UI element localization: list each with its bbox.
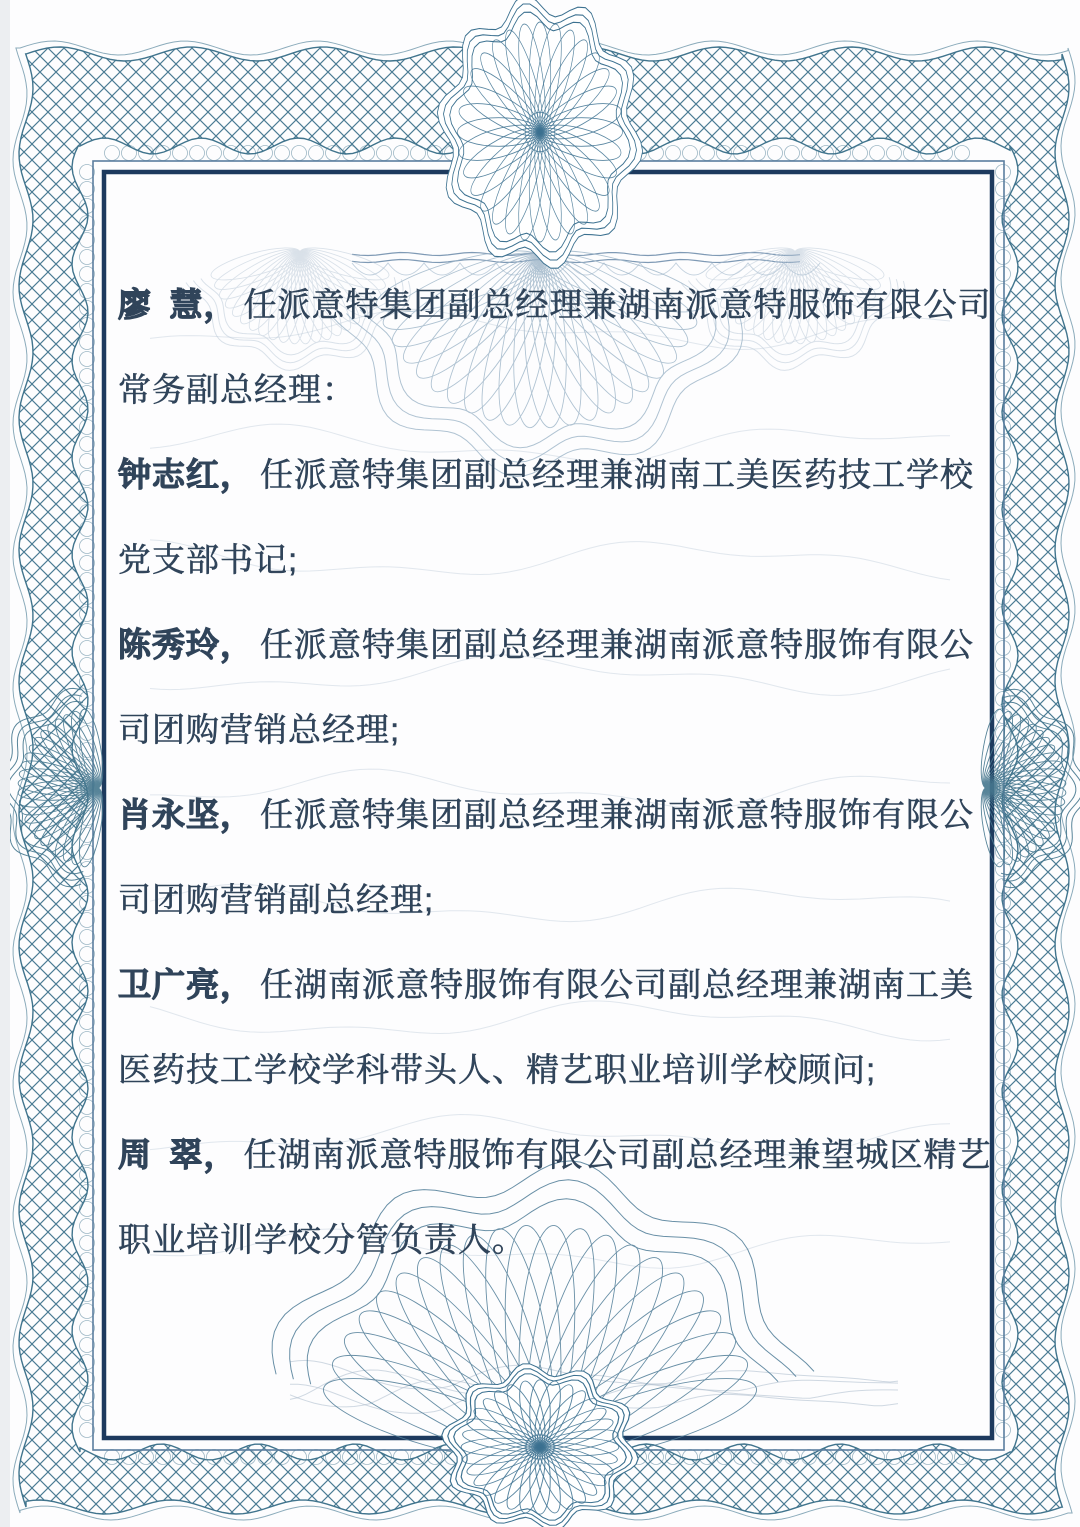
appointment-position: 任湖南派意特服饰有限公司副总经理兼湖南工美 xyxy=(260,966,974,1003)
appointee-name: 钟志红， xyxy=(118,456,254,493)
appointee-name: 廖 慧， xyxy=(118,286,238,323)
appointment-line: 党支部书记; xyxy=(118,541,299,578)
appointment-line: 司团购营销副总经理; xyxy=(118,881,435,918)
appointee-name: 周 翠， xyxy=(118,1136,238,1173)
appointment-position: 任派意特集团副总经理兼湖南派意特服饰有限公 xyxy=(260,796,974,833)
appointee-name: 卫广亮， xyxy=(118,966,254,1003)
appointment-position: 任派意特集团副总经理兼湖南派意特服饰有限公司 xyxy=(243,286,992,323)
appointment-line xyxy=(118,942,984,1027)
appointee-name: 肖永坚， xyxy=(118,796,254,833)
appointment-line: 医药技工学校学科带头人、精艺职业培训学校顾问; xyxy=(118,1051,877,1088)
appointment-line xyxy=(118,1112,992,1197)
appointment-position: 任湖南派意特服饰有限公司副总经理兼望城区精艺 xyxy=(243,1136,992,1173)
appointment-line xyxy=(118,772,984,857)
top-rosette-medallion xyxy=(437,0,642,268)
appointment-position: 任派意特集团副总经理兼湖南派意特服饰有限公 xyxy=(260,626,974,663)
appointments-text xyxy=(118,262,992,1282)
appointment-position: 任派意特集团副总经理兼湖南工美医药技工学校 xyxy=(260,456,974,493)
appointment-line: 职业培训学校分管负责人。 xyxy=(118,1221,526,1258)
appointment-line xyxy=(118,432,984,517)
appointment-line: 常务副总经理： xyxy=(118,371,356,408)
appointment-line xyxy=(118,262,992,347)
appointment-line: 司团购营销总经理; xyxy=(118,711,401,748)
appointment-line xyxy=(118,602,984,687)
appointee-name: 陈秀玲， xyxy=(118,626,254,663)
